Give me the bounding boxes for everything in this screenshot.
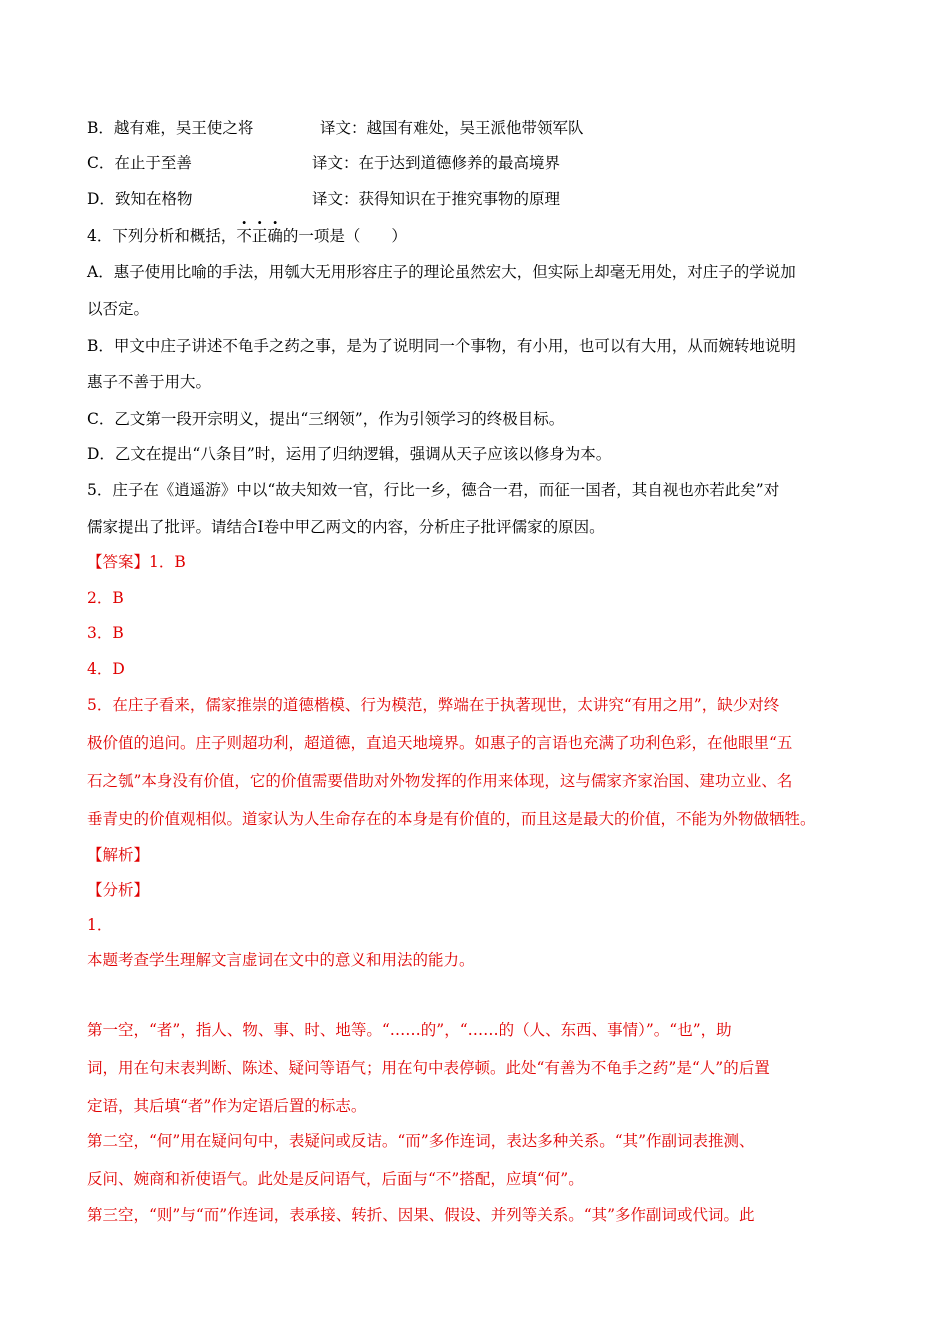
jiexi-label: 【解析】 — [87, 846, 150, 864]
emphasis-text: 不正确 — [236, 227, 283, 245]
q4-option-b-line2: 惠子不善于用大。 — [87, 373, 212, 391]
q4-option-b-line1: B．甲文中庄子讲述不龟手之药之事，是为了说明同一个事物，有小用，也可以有大用，从而婉转地说明 — [87, 337, 796, 355]
answer-line: 【答案】1．B — [87, 553, 186, 571]
analysis-intro: 本题考查学生理解文言虚词在文中的意义和用法的能力。 — [87, 951, 475, 969]
q3-option-b: B．越有难，吴王使之将 译文：越国有难处，吴王派他带领军队 — [87, 119, 584, 137]
q3-option-c: C．在止于至善 译文：在于达到道德修养的最高境界 — [87, 154, 561, 172]
q4-option-a-line1: A．惠子使用比喻的手法，用瓠大无用形容庄子的理论虽然宏大，但实际上却毫无用处，对庄子的学说加 — [87, 263, 796, 281]
analysis-number: 1． — [87, 916, 113, 934]
q4-stem: 4．下列分析和概括，不正确的一项是（ ） — [87, 227, 407, 245]
answer-5-line3: 石之瓠”本身没有价值，它的价值需要借助对外物发挥的作用来体现，这与儒家齐家治国、建功立业、名 — [87, 772, 793, 790]
q5-line1: 5．庄子在《逍遥游》中以“故夫知效一官，行比一乡，德合一君，而征一国者，其自视也亦若此矣”对 — [87, 481, 780, 499]
q5-line2: 儒家提出了批评。请结合Ⅰ卷中甲乙两文的内容，分析庄子批评儒家的原因。 — [87, 518, 605, 536]
analysis-p1-line1: 第一空，“者”，指人、物、事、时、地等。“……的”，“……的（人、东西、事情）”。“也”，助 — [87, 1021, 732, 1039]
answer-5-line4: 垂青史的价值观相似。道家认为人生命存在的本身是有价值的，而且这是最大的价值，不能为外物做牺牲。 — [87, 810, 816, 828]
q4-option-a-line2: 以否定。 — [87, 300, 150, 318]
q4-option-c: C．乙文第一段开宗明义，提出“三纲领”，作为引领学习的终极目标。 — [87, 410, 565, 428]
answer-4: 4．D — [87, 660, 125, 678]
answer-2: 2．B — [87, 589, 124, 607]
q3-option-d: D．致知在格物 译文：获得知识在于推究事物的原理 — [87, 190, 561, 208]
fenxi-label: 【分析】 — [87, 881, 150, 899]
analysis-p1-line2: 词，用在句末表判断、陈述、疑问等语气；用在句中表停顿。此处“有善为不龟手之药”是“人”的后置 — [87, 1059, 770, 1077]
answer-5-line1: 5．在庄子看来，儒家推崇的道德楷模、行为模范，弊端在于执著现世，太讲究“有用之用”，缺少对终 — [87, 696, 780, 714]
answer-label: 【答案】 — [87, 553, 150, 571]
analysis-p2-line1: 第二空，“何”用在疑问句中，表疑问或反诘。“而”多作连词，表达多种关系。“其”作副词表推测、 — [87, 1132, 755, 1150]
answer-5-line2: 极价值的追问。庄子则超功利，超道德，直追天地境界。如惠子的言语也充满了功利色彩，在他眼里“五 — [87, 734, 793, 752]
analysis-p2-line2: 反问、婉商和祈使语气。此处是反问语气，后面与“不”搭配，应填“何”。 — [87, 1170, 584, 1188]
answer-3: 3．B — [87, 624, 124, 642]
analysis-p3-line1: 第三空，“则”与“而”作连词，表承接、转折、因果、假设、并列等关系。“其”多作副词或代词。此 — [87, 1206, 755, 1224]
q4-option-d: D．乙文在提出“八条目”时，运用了归纳逻辑，强调从天子应该以修身为本。 — [87, 445, 612, 463]
analysis-p1-line3: 定语，其后填“者”作为定语后置的标志。 — [87, 1097, 367, 1115]
